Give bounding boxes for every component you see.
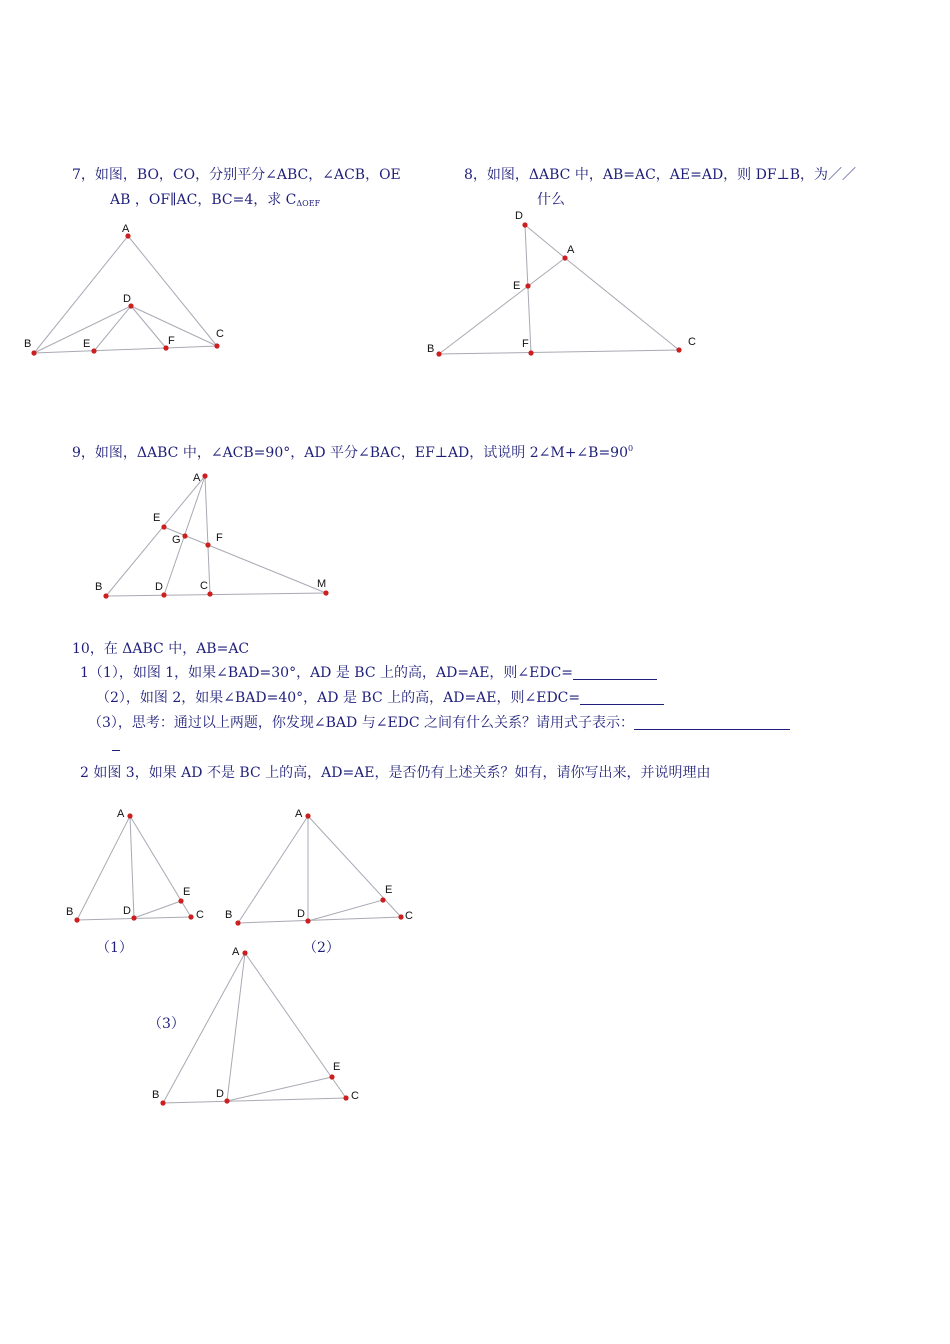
point-b — [160, 1100, 165, 1105]
point-d — [161, 592, 166, 597]
label-b: B — [427, 343, 435, 355]
point-e — [329, 1074, 334, 1079]
segment-em — [164, 527, 326, 593]
label-c: C — [216, 328, 224, 340]
point-b — [74, 917, 79, 922]
point-c — [343, 1095, 348, 1100]
label-a: A — [117, 808, 125, 820]
point-c — [676, 347, 681, 352]
q10-part4: 2 如图 3，如果 AD 不是 BC 上的高，AD=AE，是否仍有上述关系？如有，请你写出来，并说明理由 — [80, 765, 711, 781]
point-c — [188, 914, 193, 919]
segment-ad — [130, 816, 134, 918]
label-e: E — [385, 884, 393, 896]
label-b: B — [152, 1089, 160, 1101]
label-a: A — [193, 472, 201, 484]
point-f — [205, 542, 210, 547]
figure-q10-1 — [66, 808, 204, 923]
figure-3-caption: （3） — [148, 1016, 185, 1032]
figure-q9 — [95, 472, 329, 599]
label-d: D — [123, 293, 131, 305]
point-a — [202, 473, 207, 478]
segment-de — [134, 901, 181, 918]
label-d: D — [297, 908, 305, 920]
point-d — [522, 222, 527, 227]
q7-line2-text: AB ，OF∥AC，BC=4，求 C — [110, 192, 297, 208]
point-b — [31, 350, 36, 355]
label-c: C — [351, 1090, 359, 1102]
point-d — [131, 915, 136, 920]
segment-ac — [565, 258, 679, 350]
label-d: D — [216, 1088, 224, 1100]
q7-line2-subscript: ΔOEF — [296, 199, 321, 208]
q10-part1-text: 1（1），如图 1，如果∠BAD=30°，AD 是 BC 上的高，AD=AE，则∠EDC= — [80, 665, 574, 681]
label-f: F — [168, 335, 175, 347]
segment-ab — [439, 258, 565, 354]
point-a — [562, 255, 567, 260]
label-c: C — [405, 910, 413, 922]
segment-ac — [128, 236, 217, 346]
segment-df — [525, 225, 531, 353]
point-a — [242, 950, 247, 955]
point-f — [528, 350, 533, 355]
label-m: M — [317, 578, 327, 590]
segment-bm — [106, 593, 326, 596]
point-a — [305, 813, 310, 818]
point-e — [178, 898, 183, 903]
label-e: E — [183, 886, 191, 898]
figure-q8 — [427, 210, 696, 357]
point-e — [91, 348, 96, 353]
segment-de — [94, 306, 131, 351]
label-b: B — [66, 906, 74, 918]
segment-ab — [106, 476, 205, 596]
q9-line1-superscript: 0 — [628, 444, 634, 453]
figure-2-caption: （2） — [303, 940, 340, 956]
point-e — [525, 283, 530, 288]
label-c: C — [688, 336, 696, 348]
label-b: B — [24, 338, 32, 350]
label-e: E — [333, 1061, 341, 1073]
label-a: A — [567, 244, 575, 256]
point-a — [127, 813, 132, 818]
point-d — [305, 918, 310, 923]
segment-ad — [227, 953, 245, 1101]
label-d: D — [155, 581, 163, 593]
figure-q10-3 — [152, 946, 359, 1106]
q7-line1: 7，如图，BO，CO，分别平分∠ABC，∠ACB，OE — [72, 167, 401, 183]
segment-ab — [34, 236, 128, 353]
segment-bc — [34, 346, 217, 353]
q8-line1: 8，如图，ΔABC 中，AB=AC，AE=AD，则 DF⊥B，为／／ — [464, 167, 857, 183]
label-c: C — [196, 909, 204, 921]
point-d — [224, 1098, 229, 1103]
label-b: B — [225, 909, 233, 921]
label-d: D — [515, 210, 523, 222]
label-g: G — [172, 534, 181, 546]
point-e — [161, 524, 166, 529]
q10-part3-text: （3），思考：通过以上两题，你发现∠BAD 与∠EDC 之间有什么关系？请用式子表示： — [88, 715, 635, 731]
figure-1-caption: （1） — [96, 940, 133, 956]
segment-bc — [439, 350, 679, 354]
figure-q10-2 — [225, 808, 413, 926]
segment-ac — [205, 476, 210, 594]
segment-df — [131, 306, 166, 348]
segment-bc — [163, 1098, 346, 1103]
point-c — [207, 591, 212, 596]
point-e — [380, 897, 385, 902]
q10-part2-text: （2），如图 2，如果∠BAD=40°，AD 是 BC 上的高，AD=AE，则∠EDC= — [96, 690, 581, 706]
segment-de — [227, 1077, 332, 1101]
segment-ab — [238, 816, 308, 923]
point-c — [398, 914, 403, 919]
point-b — [436, 351, 441, 356]
label-f: F — [522, 338, 529, 350]
label-a: A — [295, 808, 303, 820]
label-a: A — [122, 223, 130, 235]
q10-title: 10，在 ΔABC 中，AB=AC — [72, 641, 250, 657]
q8-line2: 什么 — [537, 192, 565, 208]
label-c: C — [200, 580, 208, 592]
point-b — [235, 920, 240, 925]
label-b: B — [95, 581, 103, 593]
figure-q7 — [24, 223, 224, 356]
q9-line1-text: 9，如图，ΔABC 中，∠ACB=90°，AD 平分∠BAC，EF⊥AD，试说明 2∠M+∠B=90 — [72, 445, 629, 461]
segment-da — [525, 225, 565, 258]
label-f: F — [216, 532, 223, 544]
label-e: E — [153, 512, 161, 524]
point-g — [182, 533, 187, 538]
point-b — [103, 593, 108, 598]
point-m — [323, 590, 328, 595]
segment-ab — [163, 953, 245, 1103]
label-e: E — [513, 280, 521, 292]
label-a: A — [232, 946, 240, 958]
label-e: E — [83, 338, 91, 350]
point-c — [214, 343, 219, 348]
label-d: D — [123, 905, 131, 917]
segment-ac — [308, 816, 401, 917]
